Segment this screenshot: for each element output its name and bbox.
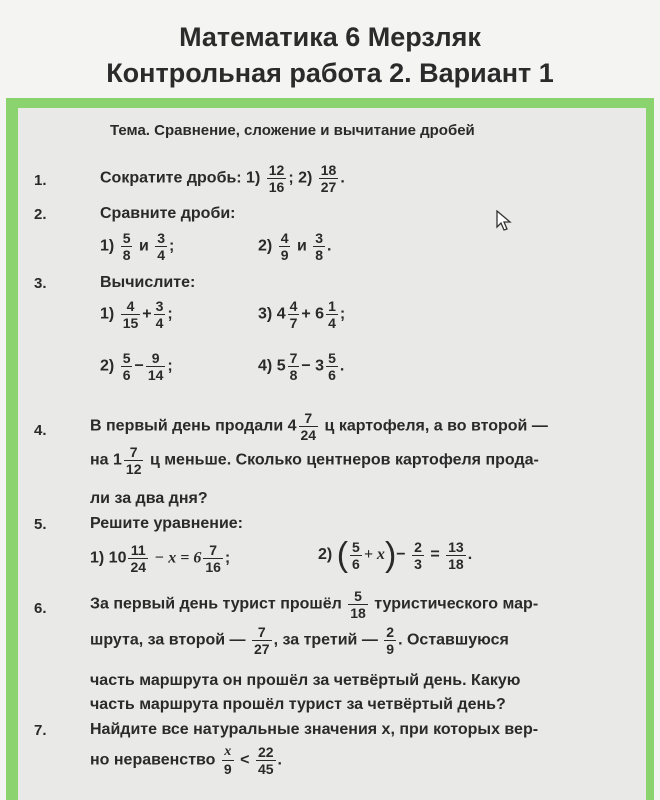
denominator: 24: [130, 559, 147, 575]
numerator: 18: [320, 162, 337, 178]
numerator: 13: [448, 538, 464, 555]
numerator: 2: [414, 538, 422, 555]
numerator: 1: [328, 298, 336, 314]
text: шрута, за второй —: [90, 631, 246, 649]
less-than: <: [240, 751, 250, 769]
problem-6-line-2: [90, 624, 509, 657]
denominator: 6: [328, 367, 336, 383]
numerator: 7: [252, 624, 272, 641]
text: ц картофеля, а во второй —: [324, 417, 548, 435]
fraction: [288, 350, 300, 383]
numerator: 3: [315, 230, 324, 246]
end-mark: ;: [224, 549, 231, 567]
fraction: [384, 624, 396, 657]
label: 2): [100, 357, 115, 375]
numerator: 12: [268, 162, 285, 178]
label: 4): [258, 357, 273, 375]
denominator: 9: [386, 641, 395, 657]
numerator: 3: [155, 298, 164, 314]
numerator: 3: [157, 230, 166, 246]
fraction: [326, 350, 338, 383]
fraction: [412, 539, 424, 572]
end-mark: ;: [167, 357, 173, 375]
denominator: 18: [350, 605, 366, 621]
fraction: [313, 230, 325, 263]
end-mark: ;: [339, 305, 346, 323]
fraction: [299, 410, 319, 443]
denominator: 14: [147, 367, 164, 383]
problem-5-text: Решите уравнение:: [90, 515, 244, 532]
problem-2-text: Сравните дроби:: [100, 205, 236, 222]
equation-middle: − x = 6: [154, 549, 202, 567]
problem-number: 6.: [34, 600, 47, 617]
denominator: 4: [328, 315, 336, 331]
denominator: 45: [257, 761, 274, 777]
text: туристического мар-: [374, 595, 539, 613]
denominator: 8: [315, 247, 324, 263]
fraction: [155, 230, 167, 263]
plus-x: + x: [363, 546, 385, 564]
equation-2: [318, 538, 472, 572]
denominator: 8: [289, 367, 298, 383]
denominator: 9: [223, 761, 232, 777]
denominator: 4: [157, 247, 166, 263]
label: 2): [318, 546, 333, 564]
mouse-cursor-icon: [496, 210, 512, 232]
problem-6-line-4: часть маршрута прошёл турист за четвёртый день?: [90, 696, 506, 713]
fraction: [279, 230, 291, 263]
denominator: 16: [268, 179, 285, 195]
worksheet: [18, 108, 646, 800]
text: В первый день продали 4: [90, 417, 297, 435]
end-mark: .: [340, 169, 345, 187]
numerator: 7: [124, 444, 144, 461]
label: 3): [258, 305, 273, 323]
text: но неравенство: [90, 751, 216, 769]
numerator: 5: [328, 350, 336, 366]
numerator: 2: [386, 624, 395, 640]
denominator: 6: [122, 367, 131, 383]
problem-7-line-2: [90, 744, 282, 777]
problem-number: 3.: [34, 275, 47, 292]
end-mark: ;: [167, 305, 173, 323]
numerator: 4: [280, 230, 289, 246]
denominator: 6: [352, 555, 360, 572]
fraction: [124, 444, 144, 477]
fraction: [256, 744, 276, 777]
numerator: 4: [289, 298, 298, 314]
conjunction: и: [296, 237, 307, 255]
denominator: 27: [254, 641, 270, 657]
problem-number: 7.: [34, 722, 47, 739]
fraction: [348, 588, 368, 621]
numerator: x: [222, 744, 234, 761]
expr-1: [100, 298, 173, 331]
problem-number: 4.: [34, 422, 47, 439]
problem-number: 2.: [34, 206, 47, 223]
label: 1): [100, 237, 115, 255]
whole-part: 5: [276, 357, 286, 375]
numerator: 7: [203, 542, 223, 559]
problem-2b: [258, 230, 331, 263]
fraction: [446, 539, 466, 572]
left-paren: (: [336, 536, 349, 574]
end-mark: .: [327, 237, 332, 255]
numerator: 9: [146, 350, 166, 367]
operator: +: [142, 305, 152, 323]
end-mark: .: [339, 357, 345, 375]
p1-text: Сократите дробь: 1): [100, 169, 261, 187]
denominator: 15: [122, 315, 139, 331]
problem-1: [100, 162, 345, 195]
problem-2a: [100, 230, 174, 263]
fraction: [121, 298, 141, 331]
title-line-2: Контрольная работа 2. Вариант 1: [106, 58, 554, 88]
fraction: [121, 230, 133, 263]
label: 1) 10: [90, 549, 127, 567]
title-line-1: Математика 6 Мерзляк: [179, 22, 481, 52]
fraction: [203, 542, 223, 575]
problem-7-line-1: Найдите все натуральные значения x, при которых вер-: [90, 721, 539, 738]
numerator: 5: [122, 350, 131, 366]
numerator: 7: [289, 350, 298, 366]
denominator: 24: [300, 427, 317, 443]
fraction: [350, 539, 362, 572]
right-paren: ): [384, 536, 397, 574]
operator: −: [396, 546, 406, 564]
problem-number: 1.: [34, 172, 47, 189]
denominator: 8: [122, 247, 131, 263]
fraction: [267, 162, 287, 195]
operator: −: [134, 357, 144, 375]
green-frame: [6, 98, 654, 800]
denominator: 16: [205, 559, 221, 575]
equation-1: [90, 542, 230, 575]
header: [0, 0, 660, 98]
whole-part: 4: [276, 305, 286, 323]
problem-6-line-1: [90, 588, 538, 621]
expr-2: [100, 350, 173, 383]
end-mark: .: [467, 546, 473, 564]
separator: ; 2): [288, 169, 313, 187]
end-mark: ;: [169, 237, 175, 255]
expr-4: [258, 350, 344, 383]
fraction: [326, 298, 338, 331]
numerator: 22: [257, 744, 274, 760]
operator: − 3: [301, 357, 325, 375]
problem-3-text: Вычислите:: [100, 274, 196, 291]
problem-6-line-3: часть маршрута он прошёл за четвёртый день. Какую: [90, 672, 521, 689]
text: За первый день турист прошёл: [90, 595, 342, 613]
fraction: [121, 350, 133, 383]
fraction: [319, 162, 339, 195]
label: 1): [100, 305, 115, 323]
text: . Оставшуюся: [398, 631, 509, 649]
operator: + 6: [301, 305, 325, 323]
text: ц меньше. Сколько центнеров картофеля прода-: [149, 451, 539, 469]
text: на 1: [90, 451, 122, 469]
fraction: [252, 624, 272, 657]
numerator: 4: [121, 298, 141, 315]
problem-4-line-1: [90, 410, 548, 443]
fraction: [222, 744, 234, 777]
numerator: 5: [348, 588, 368, 605]
numerator: 11: [128, 542, 148, 559]
denominator: 4: [155, 315, 164, 331]
label: 2): [258, 237, 273, 255]
numerator: 5: [352, 538, 360, 555]
problem-number: 5.: [34, 516, 47, 533]
text: , за третий —: [273, 631, 378, 649]
numerator: 5: [122, 230, 131, 246]
equals: =: [430, 546, 440, 564]
conjunction: и: [138, 237, 149, 255]
denominator: 9: [280, 247, 289, 263]
denominator: 12: [125, 461, 142, 477]
denominator: 7: [289, 315, 298, 331]
topic-heading: Тема. Сравнение, сложение и вычитание дробей: [110, 122, 475, 139]
fraction: [146, 350, 166, 383]
fraction: [154, 298, 166, 331]
denominator: 27: [320, 179, 337, 195]
end-mark: .: [277, 751, 282, 769]
denominator: 3: [414, 555, 422, 572]
expr-3: [258, 298, 345, 331]
fraction: [128, 542, 148, 575]
problem-4-line-3: ли за два дня?: [90, 490, 208, 507]
problem-4-line-2: [90, 444, 539, 477]
denominator: 18: [448, 555, 464, 572]
numerator: 7: [299, 410, 319, 427]
fraction: [288, 298, 300, 331]
